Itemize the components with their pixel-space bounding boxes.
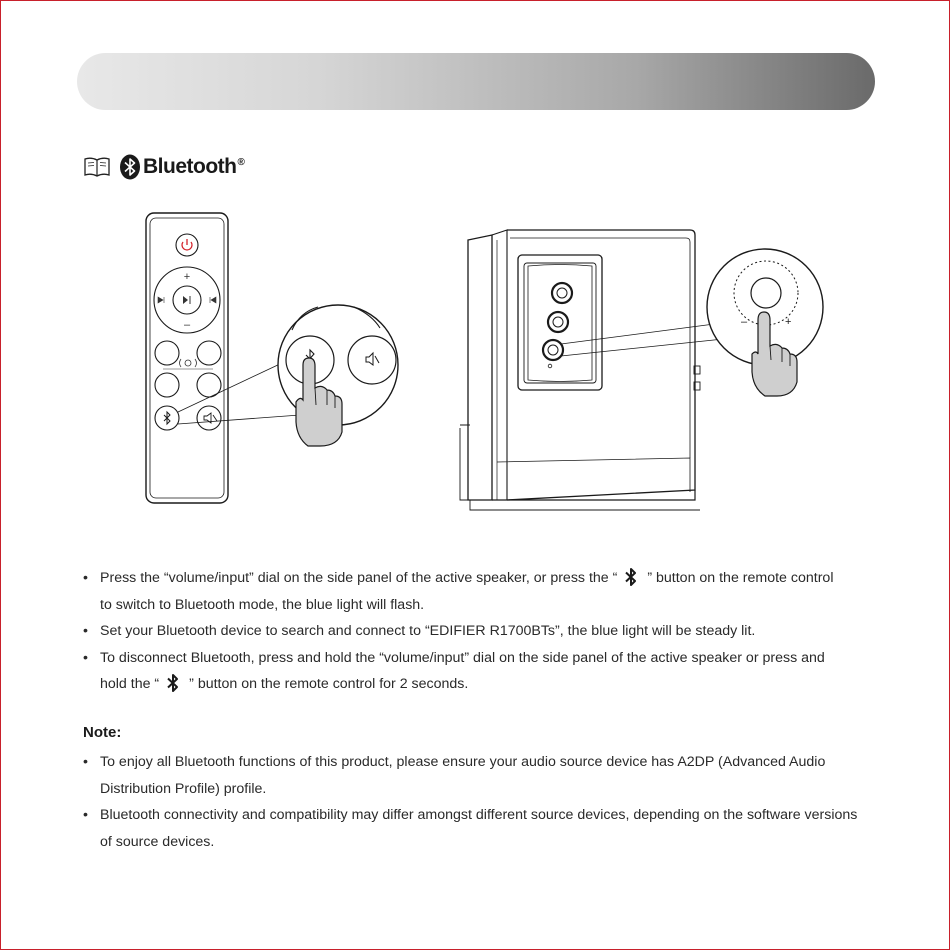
- instruction-item: • To disconnect Bluetooth, press and hold the “volume/input” dial on the side panel of the active speaker or press and hold the “ ” button on the remote control for 2 seconds.: [83, 645, 883, 698]
- note-item: • To enjoy all Bluetooth functions of this product, please ensure your audio source device has A2DP (Advanced Audio Distribution Profile) profile.: [83, 749, 883, 802]
- speaker: [460, 230, 700, 510]
- section-heading: [83, 150, 244, 184]
- remote-control: [146, 213, 228, 503]
- volume-minus-label: –: [741, 316, 748, 328]
- bluetooth-wordmark: Bluetooth®: [143, 155, 245, 178]
- manual-book-icon: [83, 156, 111, 178]
- instruction-item: • Press the “volume/input” dial on the side panel of the active speaker, or press the “ ” button on the remote control to switch to Bluetooth mode, the blue light will flash.: [83, 565, 883, 618]
- instruction-list: [83, 565, 883, 698]
- note-item: • Bluetooth connectivity and compatibility may differ amongst different source devices, depending on the software versions of source devices.: [83, 802, 883, 855]
- remote-plus-label: +: [183, 271, 191, 283]
- remote-zoom-callout: [278, 305, 398, 446]
- bluetooth-icon: [163, 672, 183, 694]
- dial-zoom-callout: [707, 249, 823, 396]
- bluetooth-logo-icon: [119, 154, 141, 180]
- volume-plus-label: +: [785, 316, 792, 328]
- illustration: [0, 200, 950, 520]
- instruction-item: • Set your Bluetooth device to search and connect to “EDIFIER R1700BTs”, the blue light will be steady lit.: [83, 618, 883, 645]
- note-list: [83, 749, 883, 855]
- section-banner: [77, 53, 875, 110]
- remote-mute-button: [197, 406, 221, 430]
- note-label: Note:: [83, 724, 122, 741]
- remote-minus-label: –: [183, 319, 191, 331]
- bluetooth-icon: [621, 566, 641, 588]
- volume-input-dial: [543, 340, 563, 360]
